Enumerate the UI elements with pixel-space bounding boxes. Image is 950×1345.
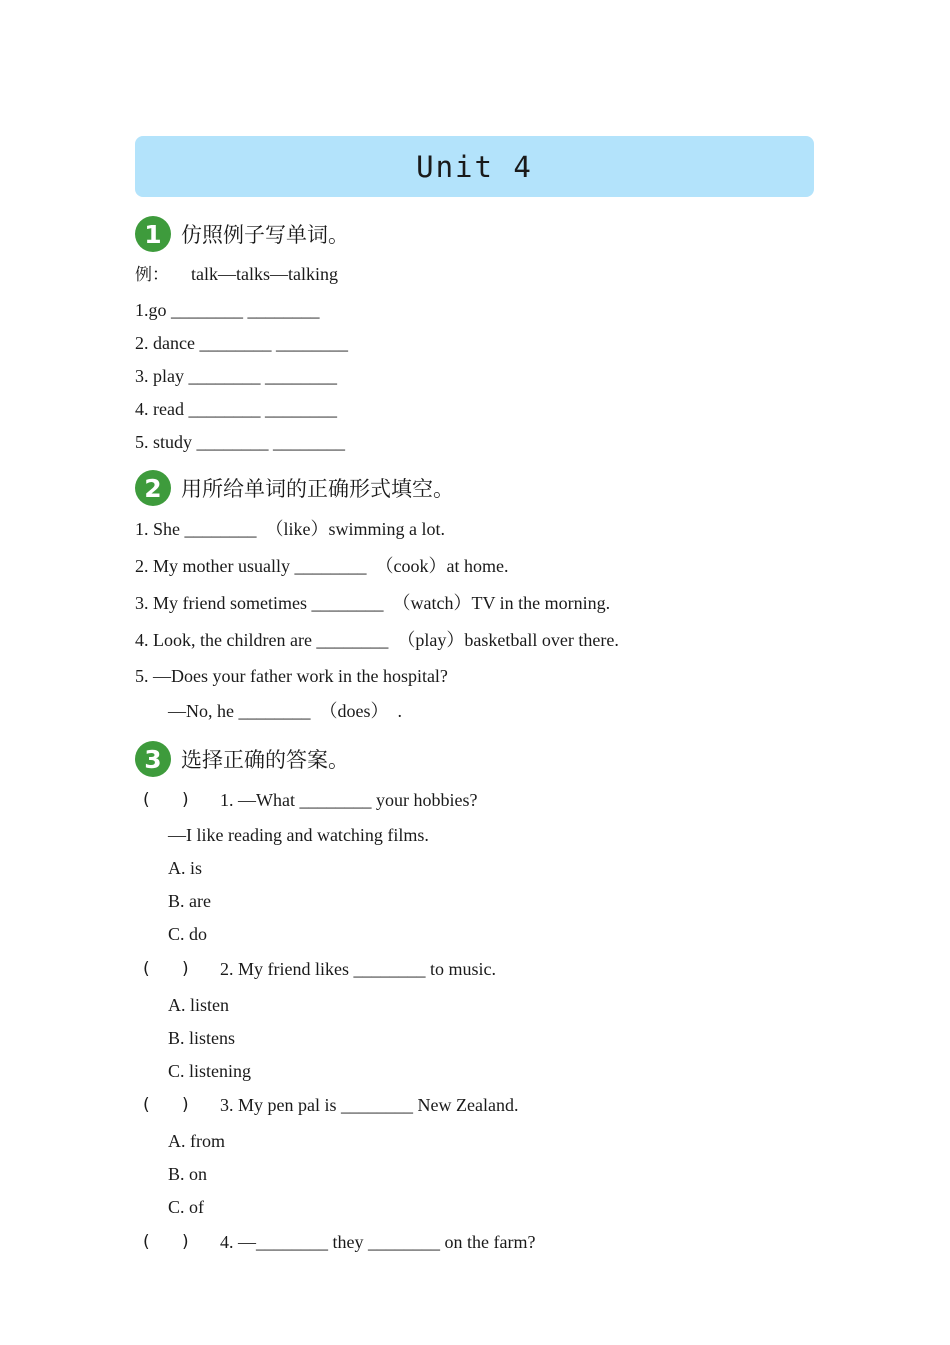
q1-reply: —I like reading and watching films. <box>168 825 429 845</box>
s1-item-3: 3. play ________ ________ <box>135 366 337 386</box>
q1-answer-paren[interactable]: ( ) <box>143 790 189 810</box>
section-2-header <box>135 470 454 506</box>
q2-option-a: A. listen <box>168 995 229 1015</box>
unit-banner <box>135 136 814 197</box>
q1-option-c: C. do <box>168 924 208 944</box>
example-line <box>135 263 338 286</box>
q3-option-a: A. from <box>168 1131 225 1151</box>
q4-stem: 4. —________ they ________ on the farm? <box>220 1232 536 1252</box>
section-1-number-badge: 1 <box>135 216 171 252</box>
section-2-number-badge: 2 <box>135 470 171 506</box>
section-3-header <box>135 741 349 777</box>
section-3-number-badge: 3 <box>135 741 171 777</box>
q2-stem: 2. My friend likes ________ to music. <box>220 959 496 979</box>
section-2-title: 用所给单词的正确形式填空。 <box>181 477 454 501</box>
s1-item-2: 2. dance ________ ________ <box>135 333 348 353</box>
s2-item-3: 3. My friend sometimes ________ （watch）TV in the morning. <box>135 593 611 613</box>
unit-title: Unit 4 <box>416 149 533 184</box>
s2-item-2: 2. My mother usually ________ （cook）at home. <box>135 556 509 576</box>
s2-item-5-reply: —No, he ________ （does） . <box>168 701 402 721</box>
q2-option-c: C. listening <box>168 1061 252 1081</box>
q1-stem: 1. —What ________ your hobbies? <box>220 790 478 810</box>
q2-answer-paren[interactable]: ( ) <box>143 959 189 979</box>
s1-item-1: 1.go ________ ________ <box>135 300 320 320</box>
example-label: 例： <box>135 265 169 285</box>
q2-option-b: B. listens <box>168 1028 236 1048</box>
example-text: talk—talks—talking <box>191 264 338 284</box>
q3-stem: 3. My pen pal is ________ New Zealand. <box>220 1095 519 1115</box>
s2-item-4: 4. Look, the children are ________ （play）basketball over there. <box>135 630 619 650</box>
section-1-header <box>135 216 349 252</box>
q4-answer-paren[interactable]: ( ) <box>143 1232 189 1252</box>
q1-option-b: B. are <box>168 891 211 911</box>
section-3-title: 选择正确的答案。 <box>181 748 349 772</box>
q3-answer-paren[interactable]: ( ) <box>143 1095 189 1115</box>
s2-item-1: 1. She ________ （like）swimming a lot. <box>135 519 445 539</box>
q1-option-a: A. is <box>168 858 203 878</box>
q3-option-b: B. on <box>168 1164 208 1184</box>
s1-item-5: 5. study ________ ________ <box>135 432 346 452</box>
s2-item-5: 5. —Does your father work in the hospital? <box>135 666 448 686</box>
section-1-title: 仿照例子写单词。 <box>181 223 349 247</box>
s1-item-4: 4. read ________ ________ <box>135 399 337 419</box>
q3-option-c: C. of <box>168 1197 204 1217</box>
